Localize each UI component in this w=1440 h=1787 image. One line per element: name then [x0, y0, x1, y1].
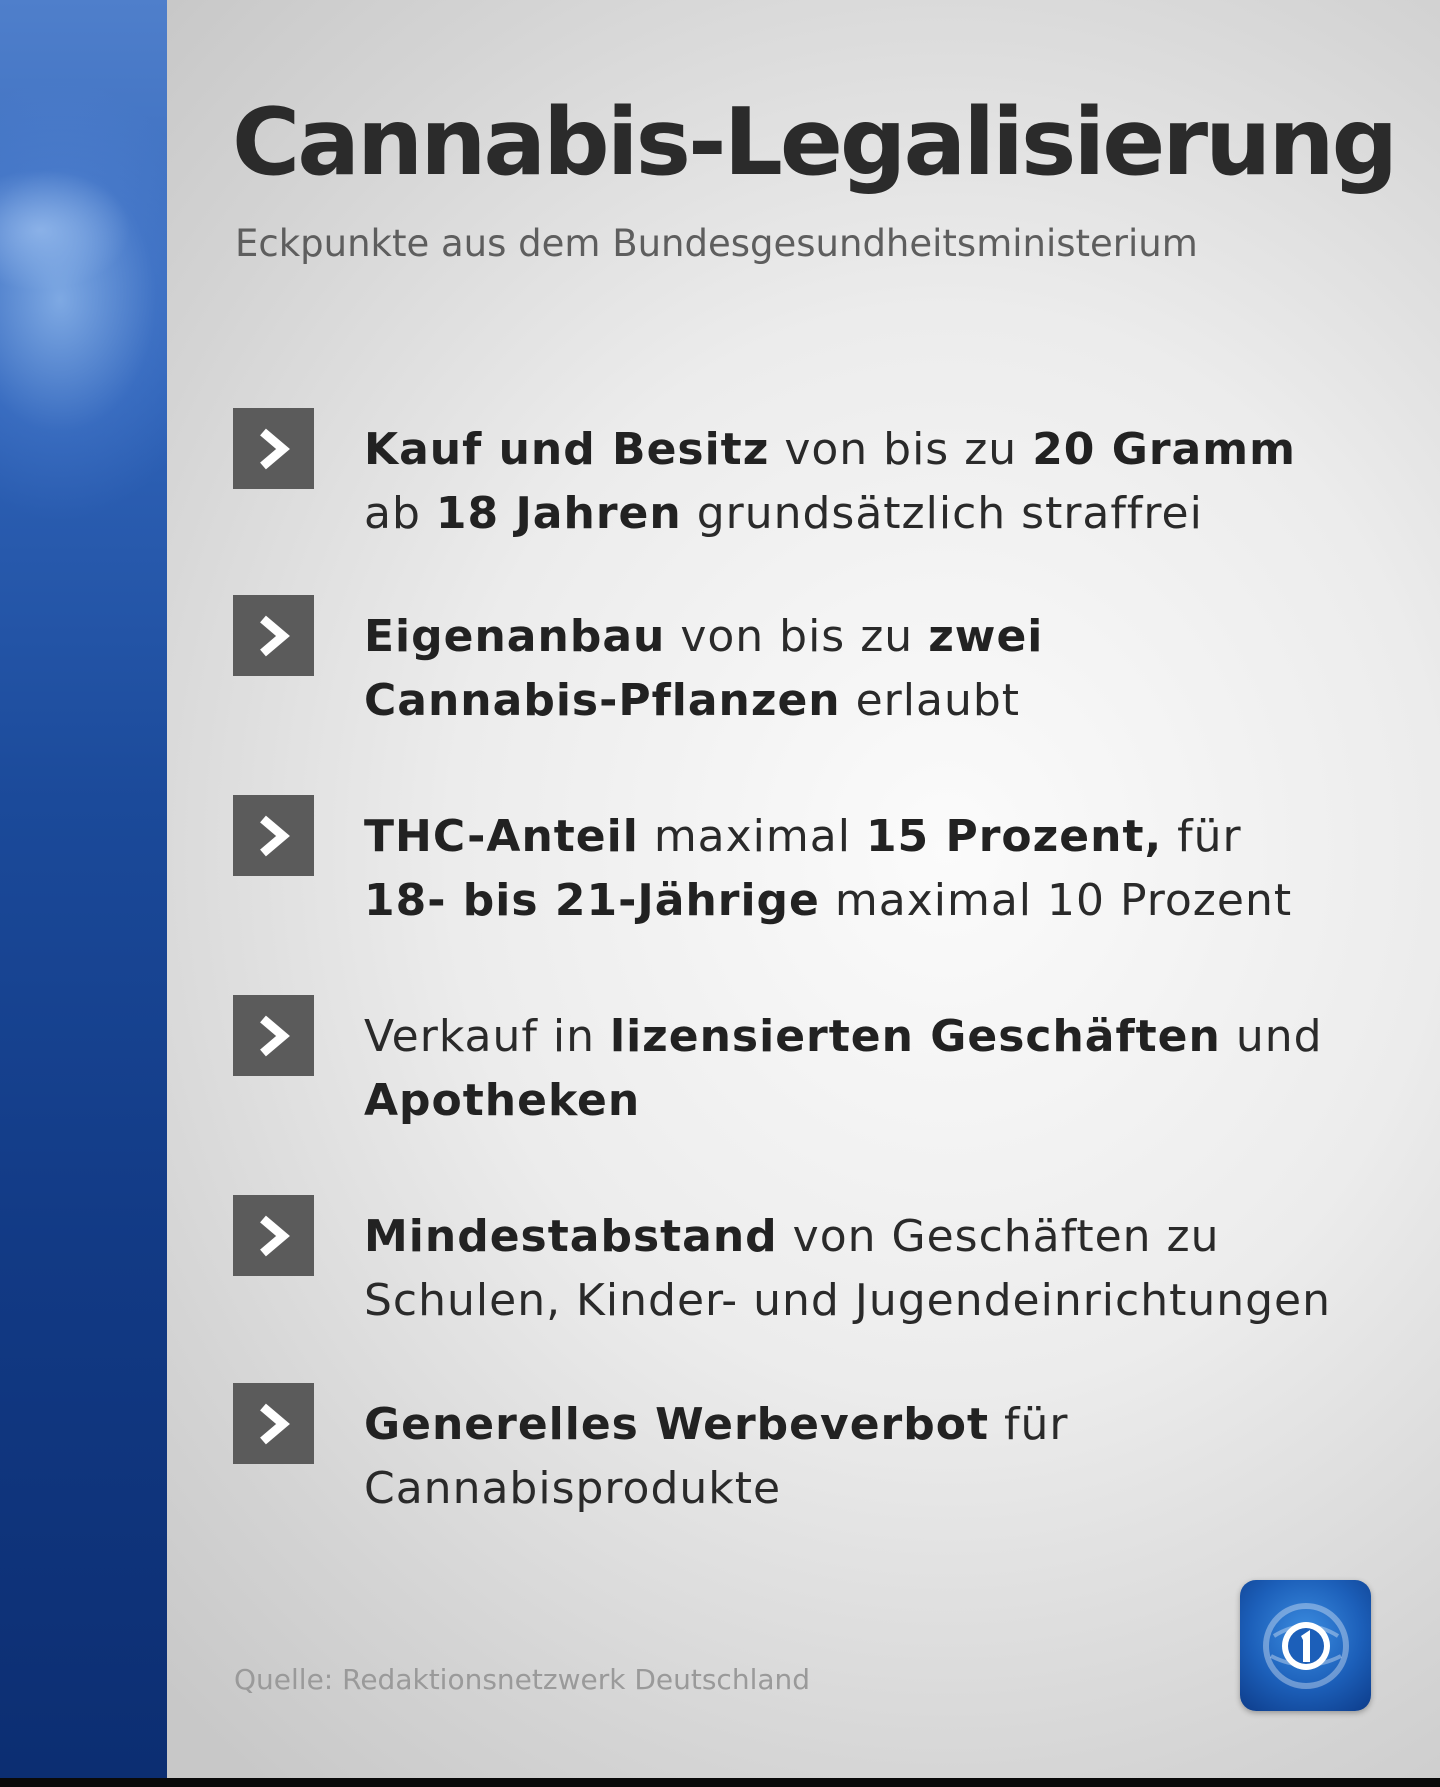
bold-text-run: lizensierten Geschäften — [609, 1011, 1221, 1062]
bullet-text — [364, 1005, 1323, 1133]
chevron-right-icon — [233, 1195, 314, 1276]
source-note: Quelle: Redaktionsnetzwerk Deutschland — [234, 1663, 811, 1696]
bullet-text — [364, 418, 1296, 546]
bullet-line-1 — [364, 605, 1043, 669]
text-run: grundsätzlich straffrei — [681, 488, 1203, 539]
chevron-right-icon — [233, 995, 314, 1076]
bold-text-run: Kauf und Besitz — [364, 424, 770, 475]
text-run: Cannabisprodukte — [364, 1463, 782, 1514]
text-run: ab — [364, 488, 436, 539]
text-run: von Geschäften zu — [777, 1211, 1220, 1262]
text-run: maximal — [638, 811, 866, 862]
bullet-item — [233, 1195, 1413, 1335]
bullet-item — [233, 595, 1413, 735]
text-run: erlaubt — [840, 675, 1021, 726]
bold-text-run: 15 Prozent, — [865, 811, 1163, 862]
text-run: maximal 10 Prozent — [819, 875, 1293, 926]
chevron-right-icon — [233, 795, 314, 876]
bold-text-run: 20 Gramm — [1032, 424, 1296, 475]
page-subtitle: Eckpunkte aus dem Bundesgesundheitsministerium — [235, 222, 1198, 265]
bullet-item — [233, 795, 1413, 935]
text-run: und — [1220, 1011, 1323, 1062]
bold-text-run: Apotheken — [364, 1075, 641, 1126]
bold-text-run: Eigenanbau — [364, 611, 666, 662]
bullet-item — [233, 1383, 1413, 1523]
text-run: für — [1162, 811, 1242, 862]
page-title: Cannabis-Legalisierung — [232, 88, 1396, 196]
ard-tagesschau-logo-icon — [1240, 1580, 1371, 1711]
bottom-bar — [0, 1778, 1440, 1787]
bold-text-run: Mindestabstand — [364, 1211, 778, 1262]
bullet-item — [233, 408, 1413, 548]
text-run: von bis zu — [665, 611, 929, 662]
bold-text-run: zwei — [928, 611, 1044, 662]
bullet-line-2 — [364, 1069, 1323, 1133]
bullet-line-2 — [364, 669, 1043, 733]
bullet-line-1 — [364, 1205, 1331, 1269]
bullet-text — [364, 605, 1043, 733]
bullet-text — [364, 1393, 1068, 1521]
bullet-text — [364, 805, 1292, 933]
text-run: Verkauf in — [364, 1011, 610, 1062]
bold-text-run: Generelles Werbeverbot — [364, 1399, 990, 1450]
blue-side-band — [0, 0, 167, 1778]
bold-text-run: 18 Jahren — [435, 488, 682, 539]
bullet-line-1 — [364, 1005, 1323, 1069]
text-run: von bis zu — [769, 424, 1033, 475]
bullet-line-2 — [364, 1457, 1068, 1521]
bold-text-run: THC-Anteil — [364, 811, 639, 862]
bullet-line-2 — [364, 482, 1296, 546]
bold-text-run: 18- bis 21-Jährige — [364, 875, 820, 926]
bold-text-run: Cannabis-Pflanzen — [364, 675, 841, 726]
text-run: Schulen, Kinder- und Jugendeinrichtungen — [364, 1275, 1332, 1326]
chevron-right-icon — [233, 1383, 314, 1464]
bullet-line-2 — [364, 869, 1292, 933]
bullet-line-2 — [364, 1269, 1331, 1333]
text-run: für — [989, 1399, 1069, 1450]
bullet-line-1 — [364, 418, 1296, 482]
bullet-line-1 — [364, 1393, 1068, 1457]
chevron-right-icon — [233, 595, 314, 676]
bullet-item — [233, 995, 1413, 1135]
chevron-right-icon — [233, 408, 314, 489]
bullet-line-1 — [364, 805, 1292, 869]
bullet-text — [364, 1205, 1331, 1333]
